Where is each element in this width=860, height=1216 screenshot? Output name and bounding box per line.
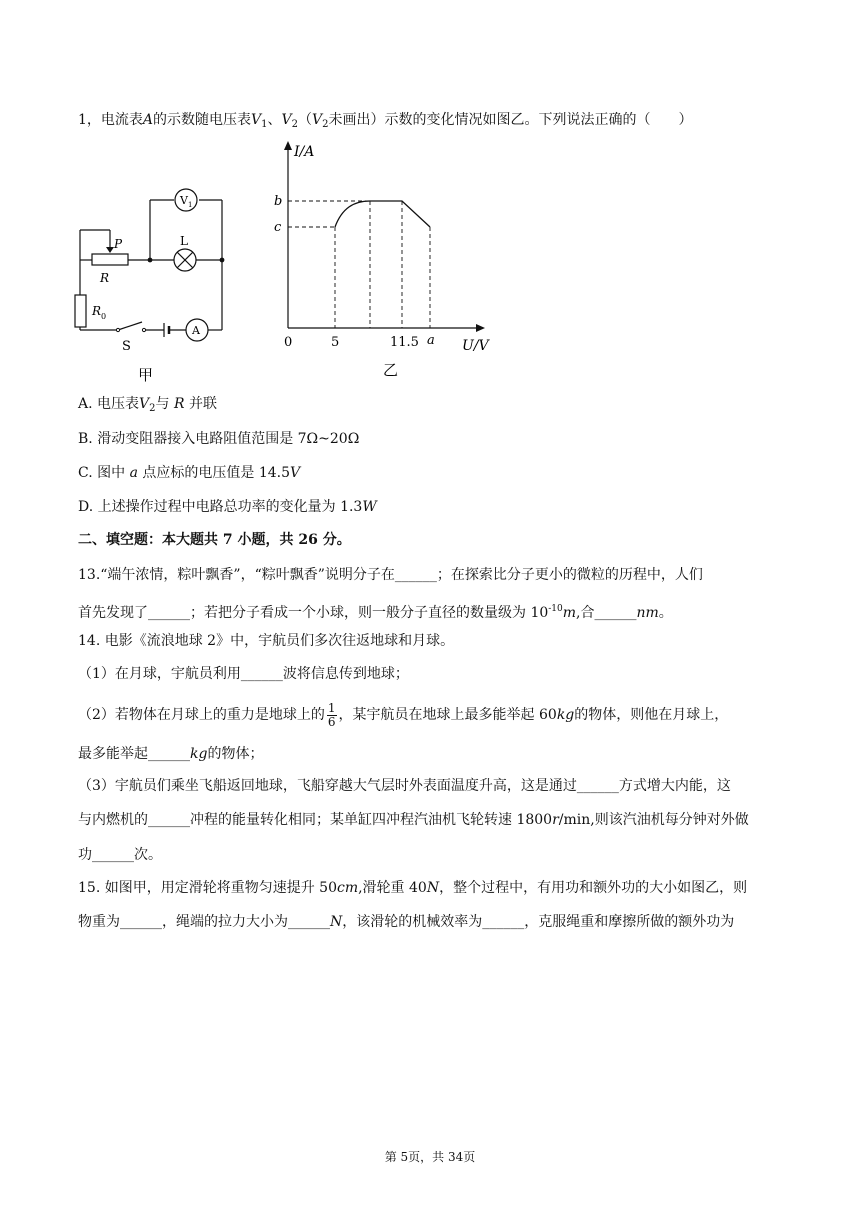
question-14-part-3-line-3: 功______次。 (78, 847, 162, 863)
page-footer: 第 5页，共 34页 (384, 1150, 476, 1164)
x-tick-0: 0 (284, 335, 293, 350)
section-2-heading: 二、填空题：本大题共 7 小题，共 26 分。 (78, 532, 351, 548)
y-axis-label: I/A (294, 144, 315, 160)
iu-curve (335, 201, 430, 227)
question-13-line-1: 13.“端午浓情，粽叶飘香”，“粽叶飘香”说明分子在______；在探索比分子更小的微粒的历程中，人们 (78, 567, 703, 583)
question-15-line-1: 15. 如图甲，用定滑轮将重物匀速提升 50cm,滑轮重 40N，整个过程中，有用功和额外功的大小如图乙，则 (78, 880, 748, 896)
question-14-part-1: （1）在月球，宇航员利用______波将信息传到地球； (78, 666, 409, 682)
circuit-caption: 甲 (138, 366, 154, 384)
question-14-part-2-line-2: 最多能举起______kg的物体； (78, 746, 264, 762)
circuit-diagram (70, 180, 240, 390)
slider-label: P (114, 237, 123, 251)
rheostat-label: R (100, 271, 110, 285)
r0-subscript: 0 (101, 312, 107, 321)
iu-graph (262, 138, 512, 388)
option-a: A. 电压表$V_2$与 R 并联 (78, 396, 217, 414)
voltmeter-v1-subscript: 1 (188, 201, 193, 209)
question-12-stem: 1，电流表A的示数随电压表$V_1$、$V_2(V_2$未画出）示数的变化情况如图乙。下列说法正确的（ ） (78, 112, 693, 130)
lamp-label: L (180, 234, 188, 248)
y-tick-c: c (274, 220, 282, 235)
question-14-part-3-line-1: （3）宇航员们乘坐飞船返回地球，飞船穿越大气层时外表面温度升高，这是通过______方式增大内能，这 (78, 778, 731, 794)
x-tick-11-5: 11.5 (390, 335, 419, 350)
switch-label: S (122, 339, 131, 354)
question-15-line-2: 物重为______，绳端的拉力大小为______N，该滑轮的机械效率为______，克服绳重和摩擦所做的额外功为 (78, 914, 735, 930)
y-tick-b: b (274, 194, 283, 209)
fraction-one-sixth: $\frac{1}{6}$ (327, 700, 336, 729)
option-b: B. 滑动变阻器接入电路阻值范围是 7Ω~20Ω (78, 431, 360, 447)
question-14-part-2-line-1: （2）若物体在月球上的重力是地球上的 $\frac{1}{6}$ ，某宇航员在地球上最多能举起 60kg的物体，则他在月球上， (78, 700, 729, 729)
option-c: C. 图中 a 点应标的电压值是 14.5V (78, 465, 301, 481)
r0-label: R (92, 304, 102, 318)
ammeter-label: A (192, 324, 200, 337)
x-tick-a: a (427, 333, 435, 348)
graph-caption: 乙 (383, 361, 399, 379)
voltmeter-v1-label: V (180, 194, 188, 207)
question-14-stem: 14. 电影《流浪地球 2》中，宇航员们多次往返地球和月球。 (78, 633, 455, 649)
question-13-line-2: 首先发现了______；若把分子看成一个小球，则一般分子直径的数量级为 $10^{-10}m$,合______nm。 (78, 604, 673, 621)
option-d: D. 上述操作过程中电路总功率的变化量为 1.3W (78, 499, 377, 515)
x-axis-label: U/V (462, 338, 489, 354)
x-tick-5: 5 (331, 335, 340, 350)
question-14-part-3-line-2: 与内燃机的______冲程的能量转化相同；某单缸四冲程汽油机飞轮转速 1800r/min,则该汽油机每分钟对外做 (78, 812, 749, 828)
